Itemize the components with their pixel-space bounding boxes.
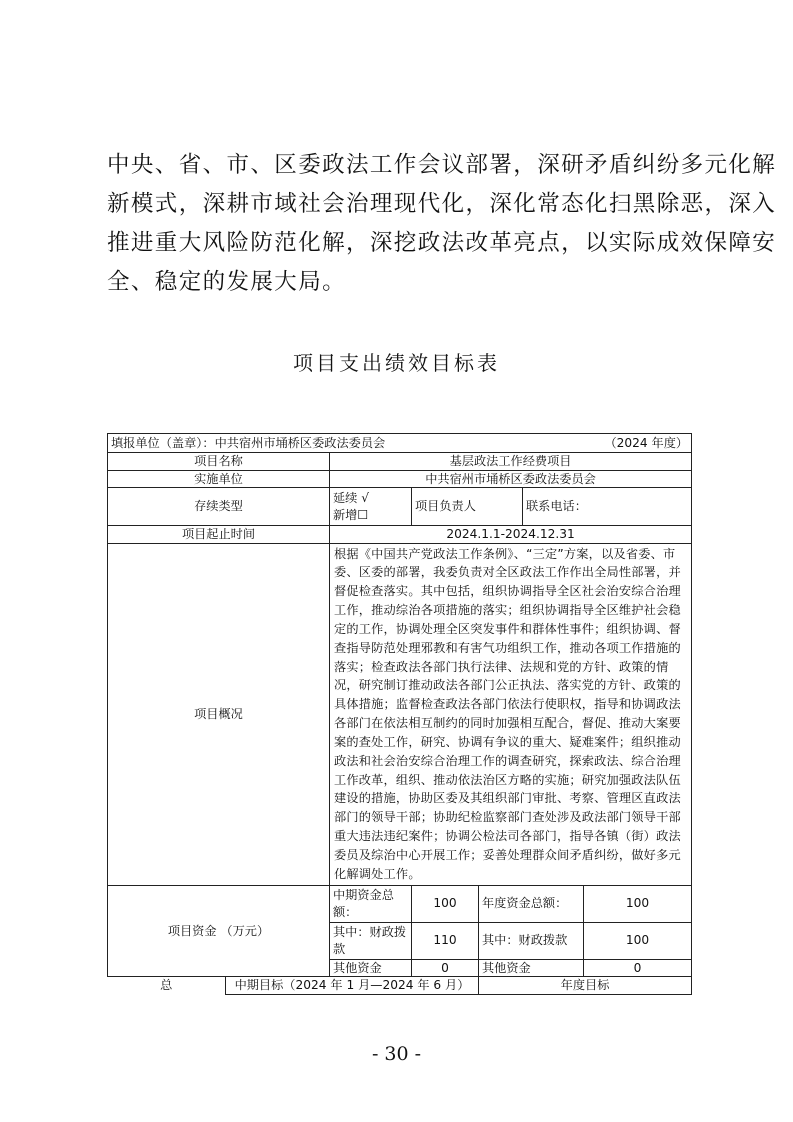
paragraph-line: 新模式，深耕市域社会治理现代化，深化常态化扫黑除恶，深入 — [107, 191, 777, 217]
mid-goal-label: 中期目标（2024 年 1 月—2024 年 6 月） — [226, 977, 479, 995]
period: 2024.1.1-2024.12.31 — [330, 526, 692, 544]
mid-other-label: 其他资金 — [330, 959, 412, 977]
table-header-row — [108, 434, 692, 453]
overview-text: 根据《中国共产党政法工作条例》、“三定”方案，以及省委、市委、区委的部署，我委负责对全区政法工作作出全局性部署，并督促检查落实。其中包括，组织协调指导全区社会治安综合治理工作，推动综治各项措施的落实；组织协调指导全区维护社会稳定的工作，协调处理全区突发事件和群体性事件；组织协调、督查指导防范处理邪教和有害气功组织工作，推动各项工作措施的落实；检查政法各部门执行法律、法规和党的方针、政策的情况，研究制订推动政法各部门公正执法、落实党的方针、政策的具体措施；监督检查政法各部门依法行使职权，指导和协调政法 各部门在依法相互制约的同时加强相互配合，督促、推动大案要 案的查处工作，研究、协调有争议的重大、疑难案件；组织推动政法和社会治安综合治理工作的调查研究，探索政法、综合治理工作改革，组织、推动依法治区方略的实施；研究加强政法队伍建设的措施，协助区委及其组织部门审批、考察、管理区直政法部门的领导干部；协助纪检监察部门查处涉及政法部门领导干部重大违法违纪案件；协调公检法司各部门，指导各镇（街）政法委员及综治中心开展工作；妥善处理群众间矛盾纠纷，做好多元化解调处工作。 — [330, 543, 692, 885]
impl-unit-label: 实施单位 — [108, 470, 330, 488]
duration-continue: 延续 √ — [333, 491, 370, 505]
funds-label: 项目资金 （万元） — [108, 885, 330, 977]
year-total-label: 年度资金总额： — [479, 885, 584, 922]
impl-unit: 中共宿州市埇桥区委政法委员会 — [330, 470, 692, 488]
period-label: 项目起止时间 — [108, 526, 330, 544]
paragraph-line: 全、稳定的发展大局。 — [107, 269, 347, 295]
duration-new: 新增☐ — [333, 507, 369, 522]
body-paragraph — [107, 146, 777, 302]
leader-label: 项目负责人 — [412, 488, 523, 526]
year-fiscal: 100 — [584, 922, 692, 959]
table-row — [108, 526, 692, 544]
duration-type-label: 存续类型 — [108, 488, 330, 526]
paragraph-line: 中央、省、市、区委政法工作会议部署，深研矛盾纠纷多元化解 — [107, 152, 777, 178]
mid-total: 100 — [412, 885, 479, 922]
year-goal-label: 年度目标 — [479, 977, 692, 995]
table-title: 项目支出绩效目标表 — [293, 351, 500, 375]
year-total: 100 — [584, 885, 692, 922]
table-row — [108, 543, 692, 885]
year-fiscal-label: 其中：财政拨款 — [479, 922, 584, 959]
contact-label: 联系电话： — [523, 488, 692, 526]
year-other-label: 其他资金 — [479, 959, 584, 977]
header-year: （2024 年度） — [604, 435, 689, 450]
goal-col-label: 总 — [108, 977, 226, 995]
mid-total-label: 中期资金总额： — [330, 885, 412, 922]
table-row — [108, 977, 692, 995]
project-name: 基层政法工作经费项目 — [330, 453, 692, 471]
paragraph-line: 推进重大风险防范化解，深挖政法改革亮点，以实际成效保障安 — [107, 230, 777, 256]
page-number: - 30 - — [371, 1043, 422, 1065]
table-row — [108, 470, 692, 488]
performance-table — [107, 433, 692, 995]
overview-label: 项目概况 — [108, 543, 330, 885]
year-other: 0 — [584, 959, 692, 977]
mid-fiscal-label: 其中：财政拨款 — [330, 922, 412, 959]
table-row — [108, 453, 692, 471]
project-name-label: 项目名称 — [108, 453, 330, 471]
table-row — [108, 885, 692, 922]
header-unit: 填报单位（盖章）：中共宿州市埇桥区委政法委员会 — [111, 435, 386, 450]
mid-other: 0 — [412, 959, 479, 977]
table-row — [108, 488, 692, 526]
mid-fiscal: 110 — [412, 922, 479, 959]
